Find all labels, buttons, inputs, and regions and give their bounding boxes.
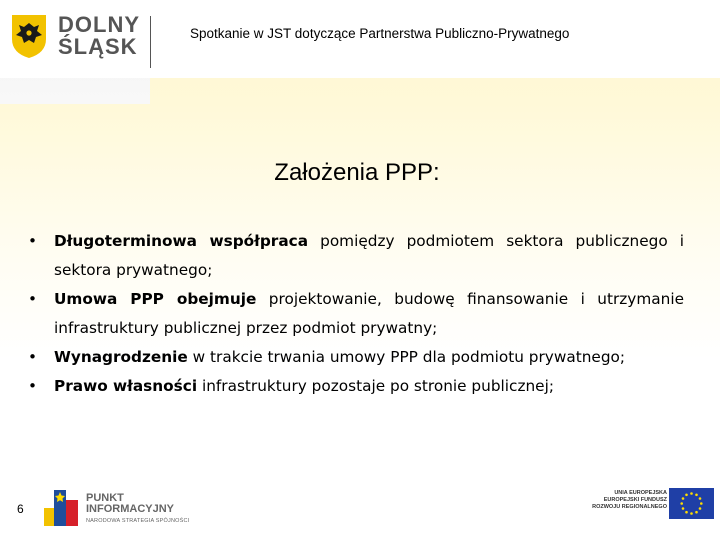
bullet-item [28,343,684,372]
page-number: 6 [17,502,24,516]
eu-flag-icon [669,488,714,519]
bullet-bold: Umowa PPP obejmuje [54,290,257,308]
header-title: Spotkanie w JST dotyczące Partnerstwa Publiczno-Prywatnego [190,26,570,41]
brand-line-2: ŚLĄSK [58,34,138,59]
pi-line-1: PUNKT [86,492,124,504]
bullet-text: projektowanie, budowę finansowanie i utrzymanie infrastruktury publicznej przez podmiot prywatny; [54,290,684,337]
slide-title [0,159,720,187]
eu-line-3: ROZWOJU REGIONALNEGO [592,504,667,510]
pi-logo-text [86,493,174,515]
dolny-slask-crest-icon [10,13,48,59]
bullet-list [28,227,684,401]
bullet-glyph: • [28,377,38,395]
bullet-item [28,372,684,401]
pi-line-2: INFORMACYJNY [86,503,175,515]
bullet-glyph: • [28,290,38,308]
bullet-text: w trakcie trwania umowy PPP dla podmiotu prywatnego; [187,348,626,366]
slide-title-text: Założenia PPP: [274,159,440,186]
header-divider [150,16,151,68]
pi-subtitle: NARODOWA STRATEGIA SPÓJNOŚCI [86,518,190,524]
eu-line-2: EUROPEJSKI FUNDUSZ [603,497,667,503]
bullet-glyph: • [28,348,38,366]
bullet-item [28,227,684,285]
bullet-bold: Wynagrodzenie [54,348,188,366]
bullet-glyph: • [28,232,38,250]
bullet-bold: Długoterminowa współpraca [54,232,309,250]
bullet-text: infrastruktury pozostaje po stronie publicznej; [197,377,554,395]
bullet-text: pomiędzy podmiotem sektora publicznego i sektora prywatnego; [54,232,684,279]
eu-label [587,490,667,511]
eu-line-1: UNIA EUROPEJSKA [614,490,667,496]
bullet-bold: Prawo własności [54,377,198,395]
brand-line-1: DOLNY [58,12,140,37]
brand-wordmark [58,14,140,58]
bullet-item [28,285,684,343]
